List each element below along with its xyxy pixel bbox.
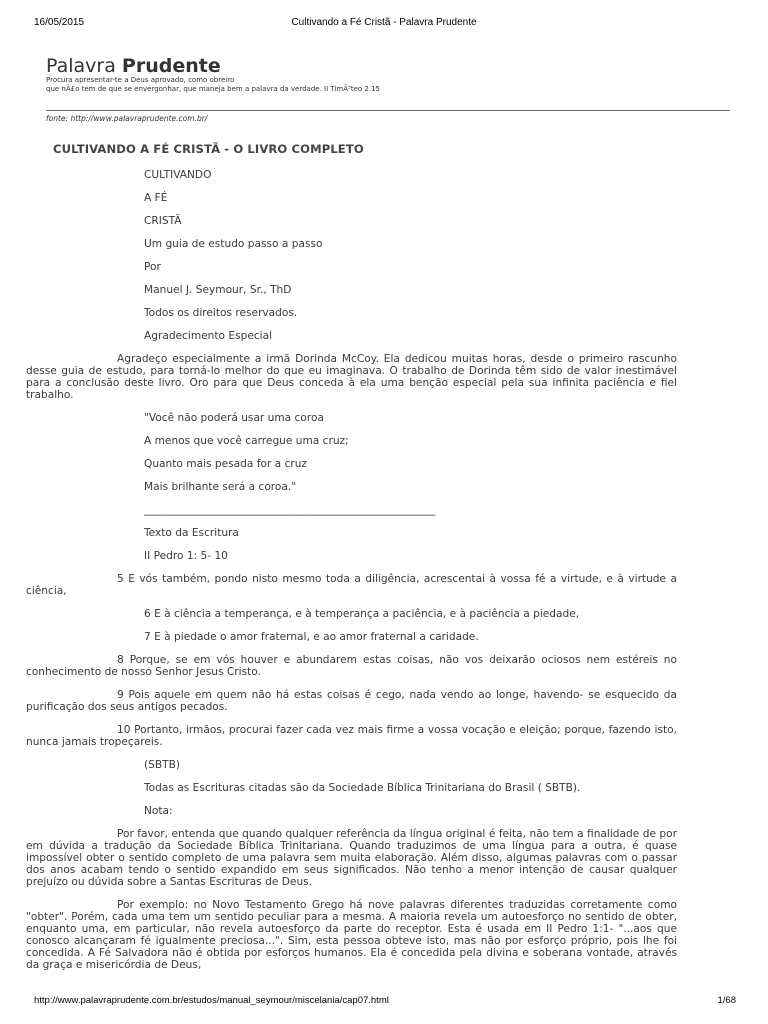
book-subtitle: Um guia de estudo passo a passo: [144, 238, 323, 250]
translation-note: Todas as Escrituras citadas são da Sociedade Bíblica Trinitariana do Brasil ( SBTB).: [144, 782, 581, 794]
print-footer-url: http://www.palavraprudente.com.br/estudos/manual_seymour/miscelania/cap07.html: [34, 995, 389, 1006]
poem-line-2: A menos que você carregue uma cruz;: [144, 435, 349, 447]
verse-5: 5 E vós também, pondo nisto mesmo toda a diligência, acrescentai à vossa fé a virtude, e à virtude a ciência,: [26, 573, 677, 597]
site-tagline-line-2: que nÃ£o tem de que se envergonhar, que maneja bem a palavra da verdade. II TimÃ³teo 2.15: [46, 85, 380, 93]
site-name-light: Palavra: [46, 55, 116, 77]
scripture-heading: Texto da Escritura: [144, 527, 239, 539]
poem-line-4: Mais brilhante será a coroa.": [144, 481, 297, 493]
note-heading: Nota:: [144, 805, 173, 817]
byline-label: Por: [144, 261, 161, 273]
site-tagline-line-1: Procura apresentar-te a Deus aprovado, como obreiro: [46, 76, 235, 84]
header-divider: [46, 110, 730, 111]
print-page-number: 1/68: [717, 995, 736, 1006]
acknowledgement-heading: Agradecimento Especial: [144, 330, 273, 342]
site-name-bold: Prudente: [121, 55, 221, 77]
acknowledgement-paragraph: Agradeço especialmente a irmã Dorinda McCoy. Ela dedicou muitas horas, desde o primeiro rascunho desse guia de estudo, para torná-lo melhor do que eu imaginava. O trabalho de Dorinda têm sido de valor inestimável para a conclusão deste livro. Oro para que Deus conceda à ela uma benção especial pela sua infinita paciência e fiel trabalho.: [26, 353, 677, 401]
book-title-line-1: CULTIVANDO: [144, 169, 212, 181]
scripture-reference: II Pedro 1: 5- 10: [144, 550, 228, 562]
verse-9: 9 Pois aquele em quem não há estas coisas é cego, nada vendo ao longe, havendo- se esquecido da purificação dos seus antigos pecados.: [26, 689, 677, 713]
section-separator: _______________________________________________________: [144, 504, 436, 516]
source-link[interactable]: fonte: http://www.palavraprudente.com.br/: [46, 114, 208, 123]
note-paragraph-2: Por exemplo: no Novo Testamento Grego há nove palavras diferentes traduzidas corretamente como "obter". Porém, cada uma tem um sentido peculiar para a mesma. A maioria revela um autoesforço no sentido de obter, enquanto uma, em particular, não revela autoesforço da parte do receptor. Esta é usada em II Pedro 1:1- "...aos que conosco alcançaram fé igualmente preciosa...". Sim, esta pessoa obteve isto, mas não por esforço próprio, pois lhe foi concedida. A Fé Salvadora não é obtida por esforços humanos. Ela é concedida pela divina e soberana vontade, através da graça e misericórdia de Deus,: [26, 899, 677, 971]
book-title-line-3: CRISTÃ: [144, 215, 182, 227]
poem-line-3: Quanto mais pesada for a cruz: [144, 458, 307, 470]
verse-10: 10 Portanto, irmãos, procurai fazer cada vez mais firme a vossa vocação e eleição; porque, fazendo isto, nunca jamais tropeçareis.: [26, 724, 677, 748]
note-paragraph-1: Por favor, entenda que quando qualquer referência da língua original é feita, não tem a finalidade de por em dúvida a tradução da Sociedade Bíblica Trinitariana. Quando traduzimos de uma língua para a outra, é quase impossível obter o sentido completo de uma palavra sem muita elaboração. Além disso, algumas palavras com o passar dos anos acabam tendo o sentido expandido em seus significados. Não tenho a menor intenção de causar qualquer prejuízo ou dúvida sobre a Santas Escrituras de Deus.: [26, 828, 677, 888]
book-title-line-2: A FÉ: [144, 192, 168, 204]
verse-6: 6 E à ciência a temperança, e à temperança a paciência, e à paciência a piedade,: [144, 608, 580, 620]
copyright-notice: Todos os direitos reservados.: [144, 307, 298, 319]
author-name: Manuel J. Seymour, Sr., ThD: [144, 284, 292, 296]
article-body: [26, 142, 677, 982]
verse-8: 8 Porque, se em vós houver e abundarem estas coisas, não vos deixarão ociosos nem estéreis no conhecimento de nosso Senhor Jesus Cristo.: [26, 654, 677, 678]
translation-abbreviation: (SBTB): [144, 759, 180, 771]
site-logo-title[interactable]: [46, 55, 221, 77]
poem-line-1: "Você não poderá usar uma coroa: [144, 412, 324, 424]
article-heading: CULTIVANDO A FÉ CRISTÃ - O LIVRO COMPLETO: [53, 142, 364, 156]
verse-7: 7 E à piedade o amor fraternal, e ao amor fraternal a caridade.: [144, 631, 479, 643]
print-date: 16/05/2015: [34, 17, 85, 28]
print-page-title: Cultivando a Fé Cristã - Palavra Prudente: [291, 17, 477, 28]
